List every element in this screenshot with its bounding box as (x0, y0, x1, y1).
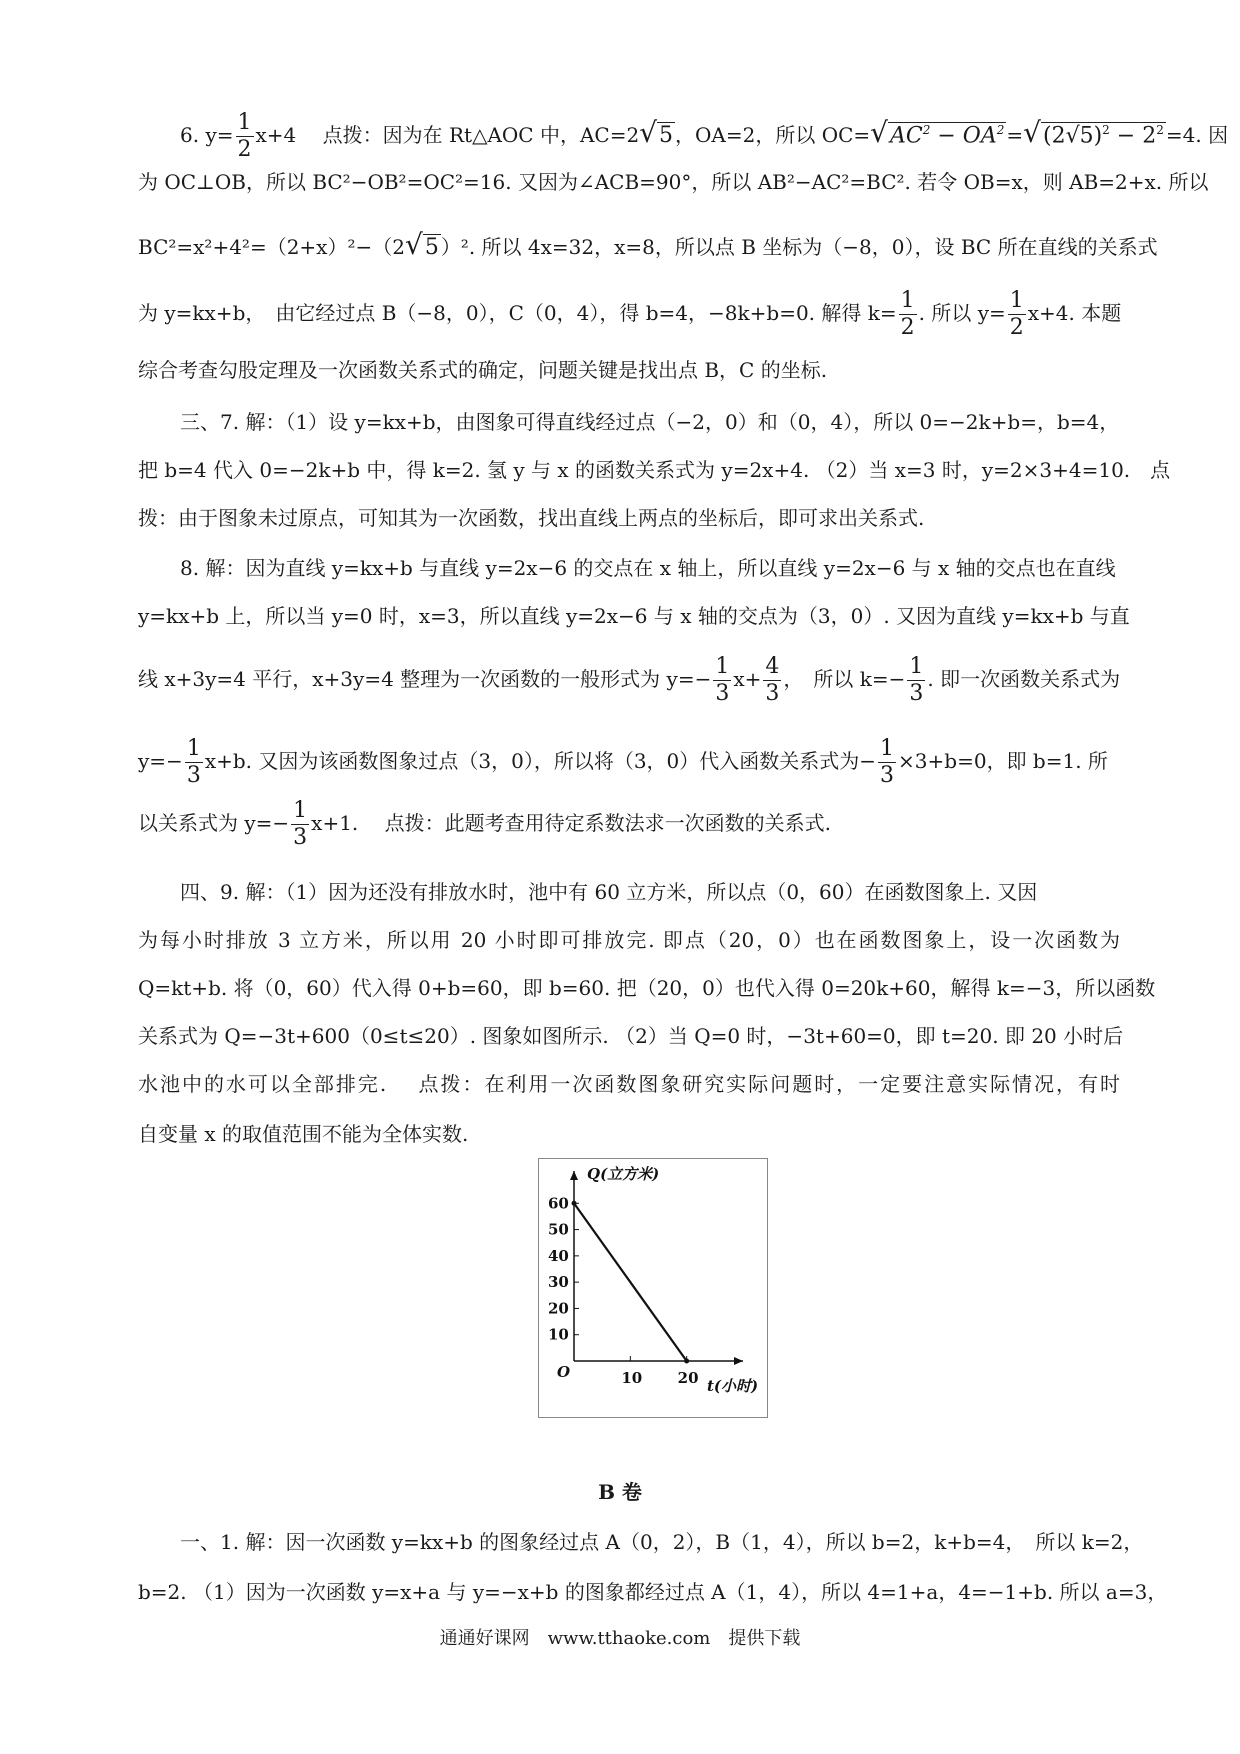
data-point (572, 1201, 577, 1206)
radicand: $AC^2 - OA^2$ (890, 122, 1005, 148)
text: x+b. 又因为该函数图象过点（3，0），所以将（3，0）代入函数关系式为− (204, 749, 877, 773)
text: − OA (930, 123, 997, 148)
axes-group (548, 1165, 758, 1395)
denominator: 2 (1009, 315, 1024, 340)
origin-label: O (557, 1363, 571, 1381)
x-axis-arrow (734, 1357, 743, 1365)
p9-line-3: Q=kt+b. 将（0，60）代入得 0+b=60，即 b=60. 把（20，0）也代入得 0=20k+60，解得 k=−3，所以函数 (138, 976, 1156, 1000)
fraction (713, 656, 731, 705)
radical-sign: √ (639, 116, 658, 149)
fraction (185, 738, 203, 787)
text: x+4. 本题 (1027, 301, 1122, 325)
text: = (1006, 123, 1024, 147)
y-tick-label: 50 (548, 1220, 569, 1239)
x-tick-label: 10 (621, 1369, 643, 1387)
text: y=− (138, 749, 183, 773)
p8-line-5 (138, 800, 831, 849)
y-tick-label: 40 (548, 1246, 569, 1265)
p8-line-1: 8. 解：因为直线 y=kx+b 与直线 y=2x−6 的交点在 x 轴上，所以直线 y=2x−6 与 x 轴的交点也在直线 (180, 556, 1116, 580)
y-tick-label: 30 (548, 1273, 569, 1292)
text: 线 x+3y=4 平行，x+3y=4 整理为一次函数的一般形式为 y=− (138, 667, 712, 691)
p7-line-3: 拨：由于图象未过原点，可知其为一次函数，找出直线上两点的坐标后，即可求出关系式. (138, 506, 925, 530)
marks-group (572, 1201, 690, 1364)
p8-line-2: y=kx+b 上，所以当 y=0 时，x=3，所以直线 y=2x−6 与 x 轴的交点为（3，0）. 又因为直线 y=kx+b 与直 (138, 604, 1130, 628)
numerator: 4 (765, 654, 780, 679)
text: (2√5) (1042, 123, 1103, 148)
function-graph (538, 1158, 768, 1418)
section-b-title: B 卷 (598, 1480, 642, 1504)
fraction (878, 738, 896, 787)
y-tick-label: 20 (548, 1299, 569, 1318)
p7-line-2: 把 b=4 代入 0=−2k+b 中，得 k=2. 氢 y 与 x 的函数关系式为 y=2x+4. （2）当 x=3 时，y=2×3+4=10. 点 (138, 458, 1171, 482)
numerator: 1 (1009, 288, 1024, 313)
denominator: 2 (900, 315, 915, 340)
p8-line-3 (138, 656, 1120, 705)
pb1-line-2: b=2. （1）因为一次函数 y=x+a 与 y=−x+b 的图象都经过点 A（1，4），所以 4=1+a，4=−1+b. 所以 a=3， (138, 1580, 1168, 1604)
data-point (684, 1359, 689, 1364)
numerator: 1 (909, 654, 924, 679)
denominator: 3 (186, 763, 201, 788)
text: − 2 (1109, 123, 1157, 148)
x-axis-label: t(小时) (707, 1377, 759, 1395)
radicand: 5 (659, 123, 674, 148)
text: . 所以 y= (918, 301, 1006, 325)
denominator: 2 (237, 137, 252, 162)
denominator: 3 (293, 825, 308, 850)
denominator: 3 (880, 763, 895, 788)
p9-line-5: 水池中的水可以全部排完. 点拨：在利用一次函数图象研究实际问题时，一定要注意实际情况，有时 (138, 1072, 1120, 1096)
p7-line-1: 三、7. 解：（1）设 y=kx+b，由图象可得直线经过点（−2，0）和（0，4），所以 0=−2k+b=，b=4， (180, 410, 1120, 434)
text: . 即一次函数关系式为 (927, 667, 1121, 691)
denominator: 3 (715, 681, 730, 706)
numerator: 1 (293, 798, 308, 823)
p9-line-4: 关系式为 Q=−3t+600（0≤t≤20）. 图象如图所示. （2）当 Q=0 时，−3t+60=0，即 t=20. 即 20 小时后 (138, 1024, 1124, 1048)
p9-line-6: 自变量 x 的取值范围不能为全体实数. (138, 1122, 469, 1146)
p6-line-5: 综合考查勾股定理及一次函数关系式的确定，问题关键是找出点 B，C 的坐标. (138, 358, 828, 382)
p6-line-1 (138, 112, 1228, 161)
y-axis-arrow (570, 1171, 578, 1180)
text: ）². 所以 4x=32，x=8，所以点 B 坐标为（−8，0），设 BC 所在直线的关系式 (440, 235, 1158, 259)
text: =4. 因 (1165, 123, 1229, 147)
p6-line-3 (138, 228, 1158, 261)
numerator: 1 (880, 736, 895, 761)
x-tick-label: 20 (677, 1369, 699, 1387)
p6-line-2: 为 OC⊥OB，所以 BC²−OB²=OC²=16. 又因为∠ACB=90°，所以 AB²−AC²=BC². 若令 OB=x，则 AB=2+x. 所以 (138, 170, 1209, 194)
text: 为 y=kx+b， 由它经过点 B（−8，0），C（0，4），得 b=4，−8k+b=0. 解得 k= (138, 301, 897, 325)
p9-line-2: 为每小时排放 3 立方米，所以用 20 小时即可排放完. 即点（20，0）也在函数图象上，设一次函数为 (138, 928, 1120, 952)
text: ×3+b=0，即 b=1. 所 (898, 749, 1108, 773)
text: ，OA=2，所以 OC= (675, 123, 871, 147)
text: x+4 点拨：因为在 Rt△AOC 中，AC=2 (255, 123, 640, 147)
text: x+ (733, 667, 762, 691)
fraction (1008, 290, 1026, 339)
graph-svg (539, 1159, 767, 1417)
pb1-line-1: 一、1. 解：因一次函数 y=kx+b 的图象经过点 A（0，2），B（1，4），所以 b=2，k+b=4， 所以 k=2， (180, 1530, 1144, 1554)
text: 以关系式为 y=− (138, 811, 290, 835)
fraction (291, 800, 309, 849)
p9-line-1: 四、9. 解：（1）因为还没有排放水时，池中有 60 立方米，所以点（0，60）在函数图象上. 又因 (180, 880, 1038, 904)
radical-sign: √ (870, 116, 889, 149)
text: BC²=x²+4²=（2+x）²−（2 (138, 235, 405, 259)
radical-sign: √ (404, 228, 423, 261)
series-line (574, 1203, 687, 1361)
denominator: 3 (765, 681, 780, 706)
text: AC (890, 123, 923, 148)
text: x+1. 点拨：此题考查用待定系数法求一次函数的关系式. (311, 811, 832, 835)
p6-line-4 (138, 290, 1121, 339)
fraction (763, 656, 781, 705)
numerator: 1 (900, 288, 915, 313)
radicand: 5 (424, 235, 439, 260)
numerator: 1 (237, 110, 252, 135)
y-tick-label: 60 (548, 1194, 569, 1213)
text: ， 所以 k=− (783, 667, 906, 691)
fraction (899, 290, 917, 339)
denominator: 3 (909, 681, 924, 706)
radical-sign: √ (1023, 116, 1041, 149)
numerator: 1 (186, 736, 201, 761)
fraction (907, 656, 925, 705)
y-axis-label: Q(立方米) (587, 1165, 660, 1183)
radicand: $(2√5)^2 - 2^2$ (1042, 122, 1164, 148)
numerator: 1 (715, 654, 730, 679)
p8-line-4 (138, 738, 1108, 787)
footer: 通通好课网 www.tthaoke.com 提供下载 (439, 1628, 801, 1649)
y-tick-label: 10 (548, 1325, 569, 1344)
text: 6. y= (180, 123, 234, 147)
fraction (236, 112, 254, 161)
